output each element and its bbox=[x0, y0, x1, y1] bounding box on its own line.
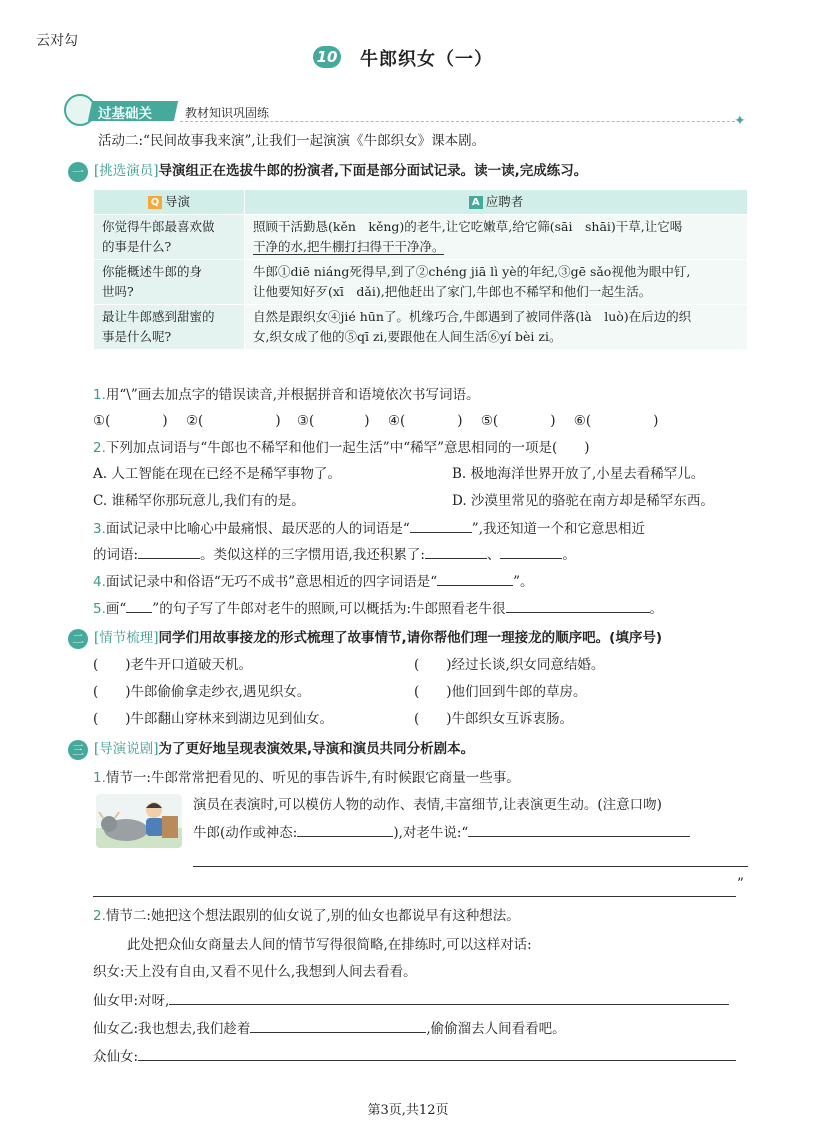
p1-number: 1. bbox=[93, 770, 106, 786]
a-line: 照顾干活勤恳(kěn kěng)的老牛,让它吃嫩草,给它筛(sāi shāi)干草,让它喝 bbox=[253, 219, 683, 234]
page-footer: 第3页,共12页 bbox=[367, 1103, 449, 1118]
a-line: 干净的水,把牛棚打扫得干干净净。 bbox=[253, 239, 445, 254]
q-line: 你觉得牛郎最喜欢做 bbox=[102, 219, 215, 234]
answer-blank-1[interactable] bbox=[110, 411, 162, 425]
p1-text-2: ),对老牛说:“ bbox=[393, 825, 469, 841]
q3-text-4: 。类似这样的三字惯用语,我还积累了: bbox=[200, 547, 425, 563]
plot-item[interactable]: ( )牛郎翻山穿林来到湖边见到仙女。 bbox=[93, 711, 334, 727]
p1-text-1: 牛郎(动作或神态: bbox=[193, 825, 298, 841]
q4-number: 4. bbox=[93, 574, 106, 590]
lesson-title: 牛郎织女（一） bbox=[360, 49, 493, 70]
header-applicant bbox=[245, 190, 748, 215]
section-2-tag: [情节梳理] bbox=[94, 630, 159, 646]
q3-blank-3[interactable] bbox=[425, 544, 487, 559]
activity-line: 活动二:“民间故事我来演”,让我们一起演演《牛郎织女》课本剧。 bbox=[98, 133, 486, 149]
q-line: 你能概述牛郎的身 bbox=[102, 264, 203, 279]
section-3-tag: [导演说剧] bbox=[94, 741, 159, 757]
p2-number: 2. bbox=[93, 908, 106, 924]
p1-action-blank[interactable] bbox=[297, 822, 393, 837]
table-row bbox=[94, 260, 748, 305]
star-icon: ✦ bbox=[734, 113, 746, 129]
q5-text-2: ”的句子写了牛郎对老牛的照顾,可以概括为:牛郎照看老牛很 bbox=[152, 601, 506, 617]
slot-open: ③( bbox=[296, 413, 315, 429]
q-line: 事是什么呢? bbox=[102, 329, 172, 344]
q3-blank-4[interactable] bbox=[500, 544, 562, 559]
section-2-text: 同学们用故事接龙的形式梳理了故事情节,请你帮他们理一理接龙的顺序吧。(填序号) bbox=[158, 630, 663, 646]
slot-open: ①( bbox=[93, 413, 111, 429]
q3-blank-1[interactable] bbox=[410, 518, 472, 533]
q1-text: 用“\”画去加点字的错误读音,并根据拼音和语境依次书写词语。 bbox=[105, 387, 480, 403]
interview-table bbox=[93, 189, 748, 350]
section-1-text: 导演组正在选拔牛郎的扮演者,下面是部分面试记录。读一读,完成练习。 bbox=[158, 163, 588, 179]
answer-blank-4[interactable] bbox=[405, 411, 457, 425]
q-line: 最让牛郎感到甜蜜的 bbox=[102, 309, 215, 324]
slot-close: ) bbox=[457, 413, 463, 429]
plot-item[interactable]: ( )他们回到牛郎的草房。 bbox=[414, 684, 587, 700]
q5-blank[interactable] bbox=[506, 598, 650, 613]
q4-blank[interactable] bbox=[437, 571, 513, 586]
q3-text-3: 的词语: bbox=[93, 547, 139, 563]
answer-blank-5[interactable] bbox=[498, 411, 550, 425]
q1-answer-slots bbox=[93, 411, 748, 431]
dialogue-weaver: 织女:天上没有自由,又看不见什么,我想到人间去看看。 bbox=[93, 964, 417, 980]
fairy-a-text: 仙女甲:对呀, bbox=[93, 993, 170, 1009]
slot-open: ⑥( bbox=[573, 413, 592, 429]
fairy-a-blank[interactable] bbox=[169, 990, 729, 1005]
q2-text: 下列加点词语与“牛郎也不稀罕和他们一起生活”中“稀罕”意思相同的一项是( ) bbox=[105, 440, 590, 456]
table-header bbox=[94, 190, 748, 215]
slot-close: ) bbox=[364, 413, 370, 429]
brand-logo: 云对勾 bbox=[36, 33, 78, 49]
fairies-blank[interactable] bbox=[138, 1046, 736, 1061]
cowherd-ox-icon bbox=[96, 794, 182, 848]
slot-close: ) bbox=[550, 413, 556, 429]
header-director bbox=[94, 190, 245, 215]
q5-text-3: 。 bbox=[649, 601, 664, 617]
q3-blank-2[interactable] bbox=[138, 544, 200, 559]
q5-line bbox=[93, 598, 748, 619]
a-icon: A bbox=[469, 196, 483, 209]
q3-line-1 bbox=[93, 518, 748, 539]
q4-text-1: 面试记录中和俗语“无巧不成书”意思相近的四字词语是“ bbox=[105, 574, 438, 590]
header-applicant-label: 应聘者 bbox=[485, 194, 524, 209]
section-2-badge: 二 bbox=[68, 629, 88, 649]
plot-item[interactable]: ( )牛郎织女互诉衷肠。 bbox=[414, 711, 574, 727]
dialogue-fairy-a bbox=[93, 990, 748, 1011]
p1-speech-blank-2[interactable] bbox=[193, 866, 748, 867]
q1-number: 1. bbox=[93, 387, 106, 403]
p2-title bbox=[93, 906, 748, 926]
q5-number: 5. bbox=[93, 601, 106, 617]
q3-text-6: 。 bbox=[562, 547, 576, 563]
section-3-header bbox=[68, 739, 474, 759]
q4-line bbox=[93, 571, 748, 592]
p2-title-text: 情节二:她把这个想法跟别的仙女说了,别的仙女也都说早有这种想法。 bbox=[105, 908, 520, 924]
dialogue-fairies bbox=[93, 1046, 748, 1067]
section-2-header bbox=[68, 628, 662, 648]
p2-intro: 此处把众仙女商量去人间的情节写得很简略,在排练时,可以这样对话: bbox=[127, 937, 532, 953]
a-line: 牛郎①diē niáng死得早,到了②chéng jiā lì yè的年纪,③gē sǎo视他为眼中钉, bbox=[253, 264, 691, 279]
cowherd-illustration bbox=[96, 794, 182, 848]
fairy-b-text-1: 仙女乙:我也想去,我们趁着 bbox=[93, 1021, 251, 1037]
p1-close-quote: ” bbox=[737, 876, 744, 892]
p1-hint: 演员在表演时,可以模仿人物的动作、表情,丰富细节,让表演更生动。(注意口吻) bbox=[193, 797, 662, 813]
q5-text-1: 画“ bbox=[105, 601, 127, 617]
section-1-badge: 一 bbox=[68, 162, 88, 182]
q3-text-2: ”,我还知道一个和它意思相近 bbox=[471, 521, 645, 537]
a-line: 女,织女成了他的⑤qī zi,要跟他在人间生活⑥yí bèi zi。 bbox=[253, 329, 562, 344]
plot-item[interactable]: ( )老牛开口道破天机。 bbox=[93, 657, 253, 673]
q2-option-a[interactable]: A. 人工智能在现在已经不是稀罕事物了。 bbox=[93, 466, 341, 482]
plot-item[interactable]: ( )牛郎偷偷拿走纱衣,遇见织女。 bbox=[93, 684, 311, 700]
q2-option-c[interactable]: C. 谁稀罕你那玩意儿,我们有的是。 bbox=[93, 493, 305, 509]
answer-blank-2[interactable] bbox=[203, 411, 275, 425]
slot-close: ) bbox=[653, 413, 659, 429]
slot-open: ②( bbox=[185, 413, 204, 429]
lesson-number: 10 bbox=[316, 48, 338, 66]
slot-close: ) bbox=[275, 413, 281, 429]
banner-sub: 教材知识巩固练 bbox=[185, 106, 270, 120]
q4-text-2: ”。 bbox=[513, 574, 534, 590]
q3-text-5: 、 bbox=[486, 547, 501, 563]
q3-line-2 bbox=[93, 544, 748, 565]
q2-option-d[interactable]: D. 沙漠里常见的骆驼在南方却是稀罕东西。 bbox=[452, 493, 714, 509]
answer-blank-6[interactable] bbox=[591, 411, 653, 425]
header-director-label: 导演 bbox=[164, 194, 190, 209]
section-3-badge: 三 bbox=[68, 740, 88, 760]
slot-open: ⑤( bbox=[480, 413, 499, 429]
question-cell bbox=[94, 215, 245, 260]
a-line: 让他要知好歹(xī dǎi),把他赶出了家门,牛郎也不稀罕和他们一起生活。 bbox=[253, 284, 652, 299]
section-3-text: 为了更好地呈现表演效果,导演和演员共同分析剧本。 bbox=[158, 741, 475, 757]
q5-mark-blank[interactable] bbox=[126, 598, 152, 613]
slot-close: ) bbox=[162, 413, 168, 429]
table-row bbox=[94, 215, 748, 260]
q-icon: Q bbox=[148, 196, 162, 209]
q2-prompt bbox=[93, 438, 748, 458]
banner-rule bbox=[180, 121, 735, 122]
q3-number: 3. bbox=[93, 521, 106, 537]
table-row bbox=[94, 305, 748, 350]
slot-open: ④( bbox=[387, 413, 406, 429]
q-line: 世吗? bbox=[102, 284, 134, 299]
q2-number: 2. bbox=[93, 440, 106, 456]
answer-cell bbox=[245, 215, 748, 260]
answer-cell bbox=[245, 260, 748, 305]
banner-label: 过基础关 bbox=[98, 106, 152, 122]
answer-cell bbox=[245, 305, 748, 350]
section-1-tag: [挑选演员] bbox=[94, 163, 159, 179]
plot-item[interactable]: ( )经过长谈,织女同意结婚。 bbox=[414, 657, 605, 673]
fairy-b-blank[interactable] bbox=[250, 1018, 426, 1033]
answer-blank-3[interactable] bbox=[314, 411, 364, 425]
p1-title-text: 情节一:牛郎常常把看见的、听见的事告诉牛,有时候跟它商量一些事。 bbox=[105, 770, 520, 786]
fairies-text: 众仙女: bbox=[93, 1049, 139, 1065]
p1-title bbox=[93, 768, 748, 788]
dialogue-fairy-b bbox=[93, 1018, 748, 1039]
p1-speech-blank-1[interactable] bbox=[468, 822, 690, 837]
q2-option-b[interactable]: B. 极地海洋世界开放了,小星去看稀罕儿。 bbox=[452, 466, 705, 482]
p1-speech-blank-3[interactable] bbox=[93, 896, 736, 897]
question-cell bbox=[94, 260, 245, 305]
a-line: 自然是跟织女④jié hūn了。机缘巧合,牛郎遇到了被同伴落(là luò)在后边的织 bbox=[253, 309, 692, 324]
q3-text-1: 面试记录中比喻心中最痛恨、最厌恶的人的词语是“ bbox=[105, 521, 410, 537]
p1-answer-line bbox=[193, 822, 690, 843]
question-cell bbox=[94, 305, 245, 350]
q1-prompt bbox=[93, 385, 748, 405]
q-line: 的事是什么? bbox=[102, 239, 172, 254]
section-1-header bbox=[68, 161, 587, 181]
fairy-b-text-2: ,偷偷溜去人间看看吧。 bbox=[426, 1021, 566, 1037]
